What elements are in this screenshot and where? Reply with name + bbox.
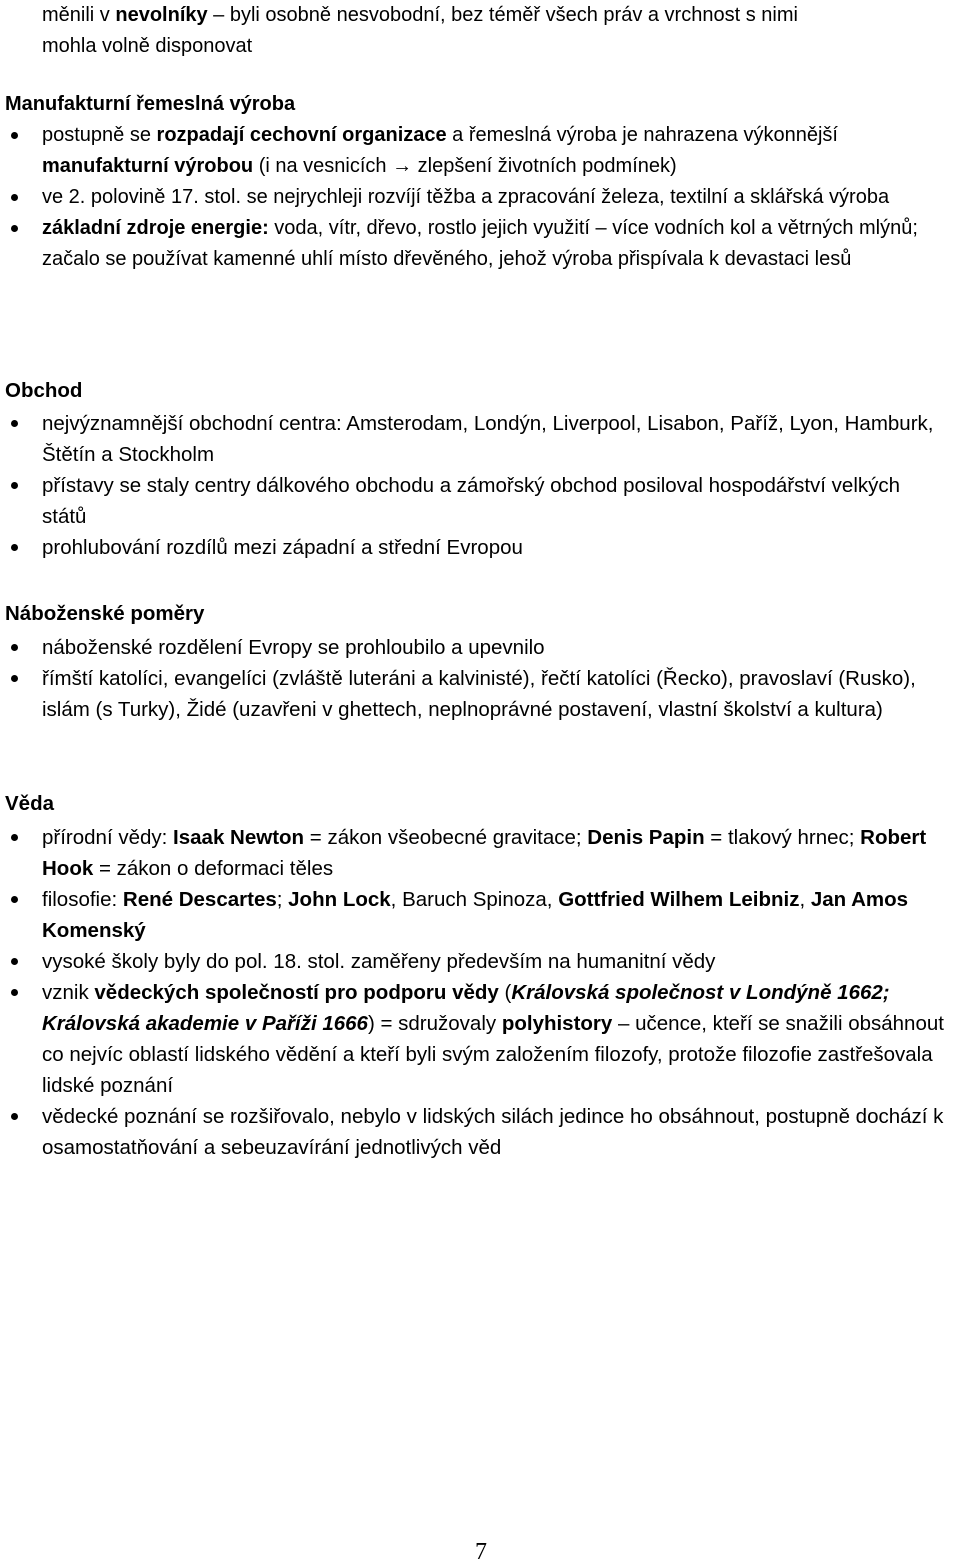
- list-item: vysoké školy byly do pol. 18. stol. zaměřeny především na humanitní vědy: [0, 946, 950, 977]
- list-item: přístavy se staly centry dálkového obchodu a zámořský obchod posiloval hospodářství velkých států: [0, 470, 945, 532]
- section-title-manufaktura: Manufakturní řemeslná výroba: [5, 93, 296, 115]
- list-item: základní zdroje energie: voda, vítr, dřevo, rostlo jejich využití – více vodních kol a větrných mlýnů; začalo se používat kamenné uhlí místo dřevěného, jehož výroba přispívala k devastaci lesů: [0, 213, 945, 275]
- intro-text: – byli osobně nesvobodní, bez téměř všech práv a vrchnost s nimi: [207, 4, 798, 26]
- list-item: filosofie: René Descartes; John Lock, Baruch Spinoza, Gottfried Wilhem Leibniz, Jan Amos Komenský: [0, 884, 950, 946]
- section-title-obchod: Obchod: [5, 379, 83, 402]
- page-number: 7: [475, 1539, 487, 1565]
- list-item: ve 2. polovině 17. stol. se nejrychleji rozvíjí těžba a zpracování železa, textilní a sklářská výroba: [0, 182, 945, 213]
- intro-text: měnili v: [42, 4, 116, 26]
- list-item: náboženské rozdělení Evropy se prohloubilo a upevnilo: [0, 632, 945, 663]
- intro-text: mohla volně disponovat: [42, 35, 253, 57]
- list-item: vznik vědeckých společností pro podporu vědy (Královská společnost v Londýně 1662; Královská akademie v Paříži 1666) = sdružovaly polyhistory – učence, kteří se snažili obsáhnout co nejvíc oblastí lidského vědění a kteří byli svým založením filozofy, protože filozofie zastřešovala lidské poznání: [0, 977, 950, 1101]
- list-item: římští katolíci, evangelíci (zvláště luteráni a kalvinisté), řečtí katolíci (Řecko), pravoslaví (Rusko), islám (s Turky), Židé (uzavřeni v ghettech, neplnoprávné postavení, vlastní školství a kultura): [0, 663, 945, 725]
- list-item: přírodní vědy: Isaak Newton = zákon všeobecné gravitace; Denis Papin = tlakový hrnec; Robert Hook = zákon o deformaci těles: [0, 822, 950, 884]
- intro-paragraph: [0, 0, 798, 62]
- list-item: postupně se rozpadají cechovní organizace a řemeslná výroba je nahrazena výkonnější manufakturní výrobou (i na vesnicích → zlepšení životních podmínek): [0, 120, 945, 182]
- nabozenstvi-list: [0, 632, 945, 725]
- list-item: nejvýznamnější obchodní centra: Amsterodam, Londýn, Liverpool, Lisabon, Paříž, Lyon, Hamburk, Štětín a Stockholm: [0, 408, 945, 470]
- intro-bold: nevolníky: [115, 4, 208, 26]
- list-item: vědecké poznání se rozšiřovalo, nebylo v lidských silách jedince ho obsáhnout, postupně dochází k osamostatňování a sebeuzavírání jednotlivých věd: [0, 1101, 950, 1163]
- section-title-nabozenstvi: Náboženské poměry: [5, 602, 205, 625]
- obchod-list: [0, 408, 945, 563]
- list-item: prohlubování rozdílů mezi západní a střední Evropou: [0, 532, 945, 563]
- section-title-veda: Věda: [5, 792, 54, 815]
- manufaktura-list: [0, 120, 945, 275]
- veda-list: [0, 822, 950, 1163]
